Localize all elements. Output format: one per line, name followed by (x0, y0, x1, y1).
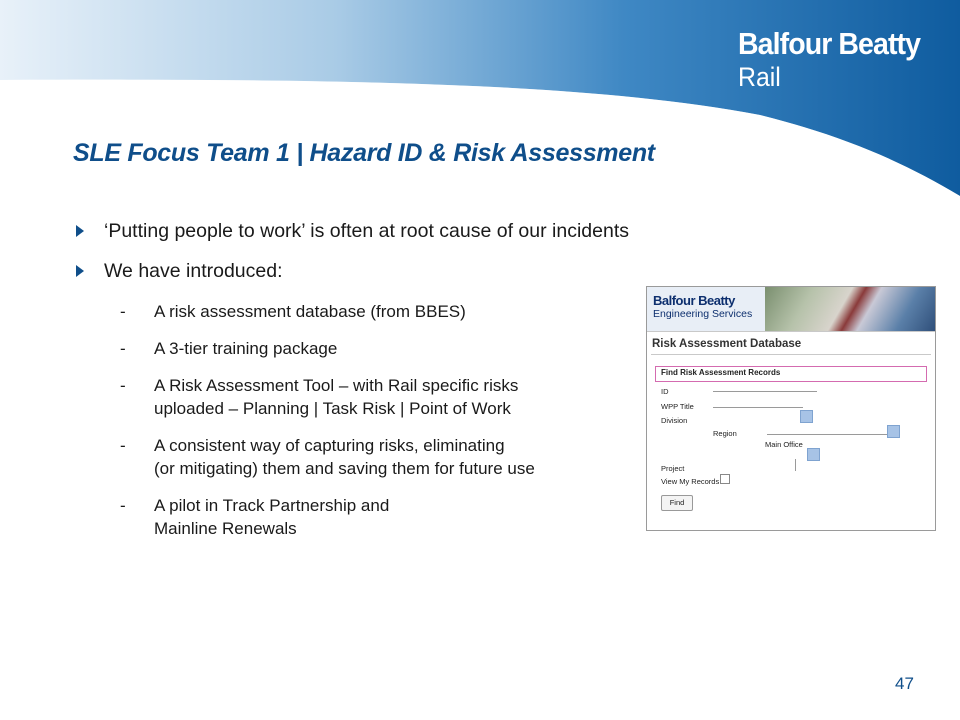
id-field (713, 391, 817, 392)
triangle-bullet-icon (76, 265, 84, 277)
sub-item (120, 337, 640, 360)
find-button: Find (661, 495, 693, 511)
region-label: Region (713, 429, 737, 438)
bullet-text: We have introduced: (104, 260, 283, 282)
screenshot-subbrand: Engineering Services (653, 308, 753, 320)
screenshot-header (647, 287, 935, 332)
triangle-bullet-icon (76, 225, 84, 237)
screenshot-brand: Balfour Beatty (653, 293, 735, 308)
page-number: 47 (895, 674, 914, 693)
sub-item-text: A Risk Assessment Tool – with Rail specific risks uploaded – Planning | Task Risk | Point of Work (154, 376, 519, 418)
sub-item-text: A pilot in Track Partnership and Mainline Renewals (154, 496, 390, 538)
main-office-label: Main Office (765, 440, 803, 449)
sub-item-text: A consistent way of capturing risks, eliminating (or mitigating) them and saving them for future use (154, 436, 535, 478)
wpp-title-label: WPP Title (661, 402, 694, 411)
sub-item-text: A 3-tier training package (154, 339, 338, 358)
sub-bullet-list (120, 300, 640, 554)
find-records-panel (655, 366, 927, 382)
screenshot-divider (651, 354, 931, 355)
region-field (767, 434, 887, 435)
logo-division: Rail (738, 62, 781, 92)
main-office-dropdown-icon (807, 448, 820, 461)
wpp-title-field (713, 407, 803, 408)
dash-marker: - (120, 376, 126, 395)
project-field (795, 459, 796, 471)
division-label: Division (661, 416, 688, 425)
sub-item (120, 434, 640, 480)
view-my-records-label: View My Records (661, 477, 720, 486)
region-dropdown-icon (887, 425, 900, 438)
view-my-records-checkbox (720, 474, 730, 484)
bullet-item (74, 258, 794, 284)
bullet-item (74, 218, 794, 244)
wpp-title-dropdown-icon (800, 410, 813, 423)
screenshot-heading: Risk Assessment Database (652, 338, 802, 350)
bullet-text: ‘Putting people to work’ is often at root cause of our incidents (104, 220, 629, 242)
dash-marker: - (120, 436, 126, 455)
sub-item (120, 300, 640, 323)
company-logo (738, 26, 936, 92)
slide-title: SLE Focus Team 1 | Hazard ID & Risk Assessment (73, 139, 655, 167)
sub-item (120, 374, 640, 420)
find-records-title: Find Risk Assessment Records (661, 368, 781, 377)
project-label: Project (661, 464, 685, 473)
dash-marker: - (120, 302, 126, 321)
sub-item (120, 494, 640, 540)
id-label: ID (661, 387, 669, 396)
logo-brand: Balfour Beatty (738, 26, 921, 61)
sub-item-text: A risk assessment database (from BBES) (154, 302, 466, 321)
dash-marker: - (120, 496, 126, 515)
dash-marker: - (120, 339, 126, 358)
database-screenshot (646, 286, 936, 531)
screenshot-banner-photo (765, 287, 935, 331)
